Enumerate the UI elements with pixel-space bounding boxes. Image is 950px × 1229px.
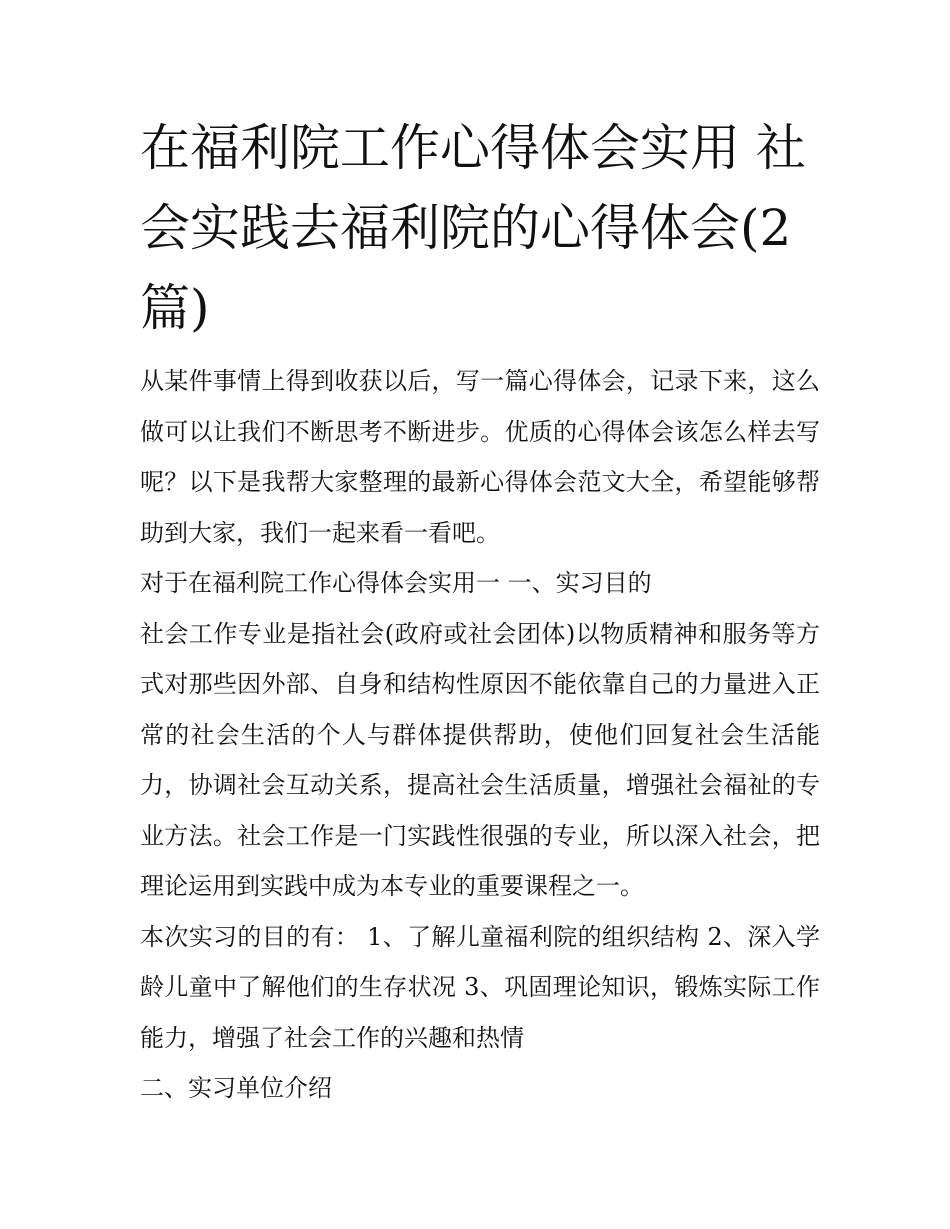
- intro-paragraph: 从某件事情上得到收获以后，写一篇心得体会，记录下来，这么做可以让我们不断思考不断进步。优质的心得体会该怎么样去写呢？以下是我帮大家整理的最新心得体会范文大全，希望能够帮助到大家，我们一起来看一看吧。: [140, 367, 820, 547]
- section-heading-unit: 二、实习单位介绍: [140, 1074, 332, 1102]
- social-work-paragraph: 社会工作专业是指社会(政府或社会团体)以物质精神和服务等方式对那些因外部、自身和结构性原因不能依靠自己的力量进入正常的社会生活的个人与群体提供帮助，使他们回复社会生活能力，协调社会互动关系，提高社会生活质量，增强社会福祉的专业方法。社会工作是一门实践性很强的专业，所以深入社会，把理论运用到实践中成为本专业的重要课程之一。: [140, 619, 820, 900]
- document-body: [140, 356, 820, 1114]
- section-heading-purpose: 对于在福利院工作心得体会实用一 一、实习目的: [140, 569, 652, 597]
- internship-goals-paragraph: 本次实习的目的有： 1、了解儿童福利院的组织结构 2、深入学龄儿童中了解他们的生存状况 3、巩固理论知识，锻炼实际工作能力，增强了社会工作的兴趣和热情: [140, 922, 820, 1052]
- document-title: 在福利院工作心得体会实用 社会实践去福利院的心得体会(2篇): [140, 119, 806, 337]
